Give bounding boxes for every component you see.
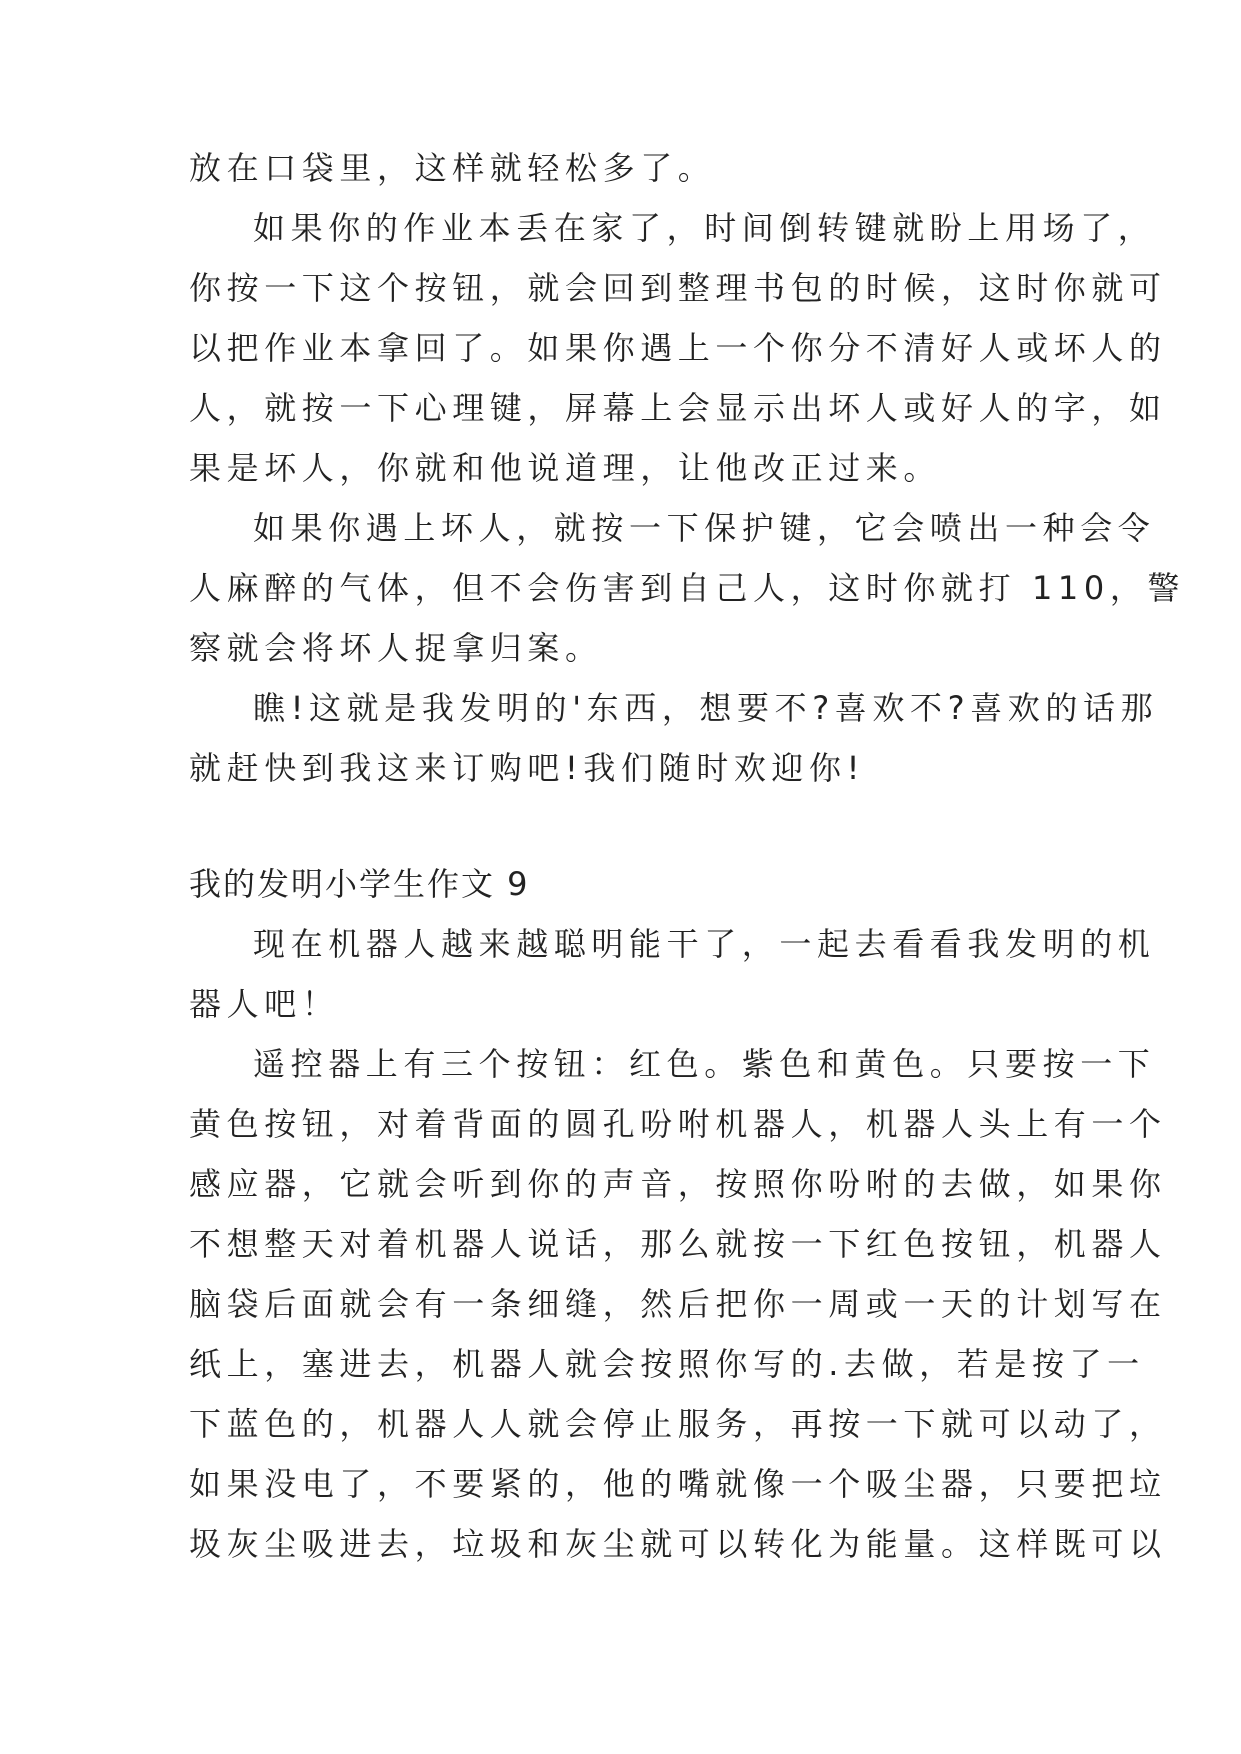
text-line: 黄色按钮，对着背面的圆孔吩咐机器人，机器人头上有一个 [189, 1105, 1167, 1143]
text-line: 人麻醉的气体，但不会伤害到自己人，这时你就打 110，警 [189, 569, 1186, 607]
text-line: 就赶快到我这来订购吧!我们随时欢迎你! [189, 749, 866, 787]
text-line: 果是坏人，你就和他说道理，让他改正过来。 [189, 449, 942, 487]
text-line: 如果没电了，不要紧的，他的嘴就像一个吸尘器，只要把垃 [189, 1465, 1167, 1503]
text-line: 人，就按一下心理键，屏幕上会显示出坏人或好人的字，如 [189, 389, 1167, 427]
paragraph-start-line: 瞧!这就是我发明的'东西，想要不?喜欢不?喜欢的话那 [253, 689, 1159, 727]
text-line: 器人吧！ [189, 985, 340, 1023]
text-line: 放在口袋里，这样就轻松多了。 [189, 149, 716, 187]
paragraph-start-line: 现在机器人越来越聪明能干了，一起去看看我发明的机 [253, 925, 1156, 963]
text-line: 察就会将坏人捉拿归案。 [189, 629, 603, 667]
text-line: 脑袋后面就会有一条细缝，然后把你一周或一天的计划写在 [189, 1285, 1167, 1323]
text-line: 不想整天对着机器人说话，那么就按一下红色按钮，机器人 [189, 1225, 1167, 1263]
text-line: 你按一下这个按钮，就会回到整理书包的时候，这时你就可 [189, 269, 1167, 307]
paragraph-start-line: 如果你的作业本丢在家了，时间倒转键就盼上用场了， [253, 209, 1156, 247]
text-line: 下蓝色的，机器人人就会停止服务，再按一下就可以动了， [189, 1405, 1167, 1443]
section-heading: 我的发明小学生作文 9 [189, 865, 530, 903]
text-line: 圾灰尘吸进去，垃圾和灰尘就可以转化为能量。这样既可以 [189, 1525, 1167, 1563]
text-line: 以把作业本拿回了。如果你遇上一个你分不清好人或坏人的 [189, 329, 1167, 367]
text-line: 纸上，塞进去，机器人就会按照你写的.去做，若是按了一 [189, 1345, 1145, 1383]
text-line: 感应器，它就会听到你的声音，按照你吩咐的去做，如果你 [189, 1165, 1167, 1203]
paragraph-start-line: 如果你遇上坏人，就按一下保护键，它会喷出一种会令 [253, 509, 1156, 547]
paragraph-start-line: 遥控器上有三个按钮：红色。紫色和黄色。只要按一下 [253, 1045, 1156, 1083]
